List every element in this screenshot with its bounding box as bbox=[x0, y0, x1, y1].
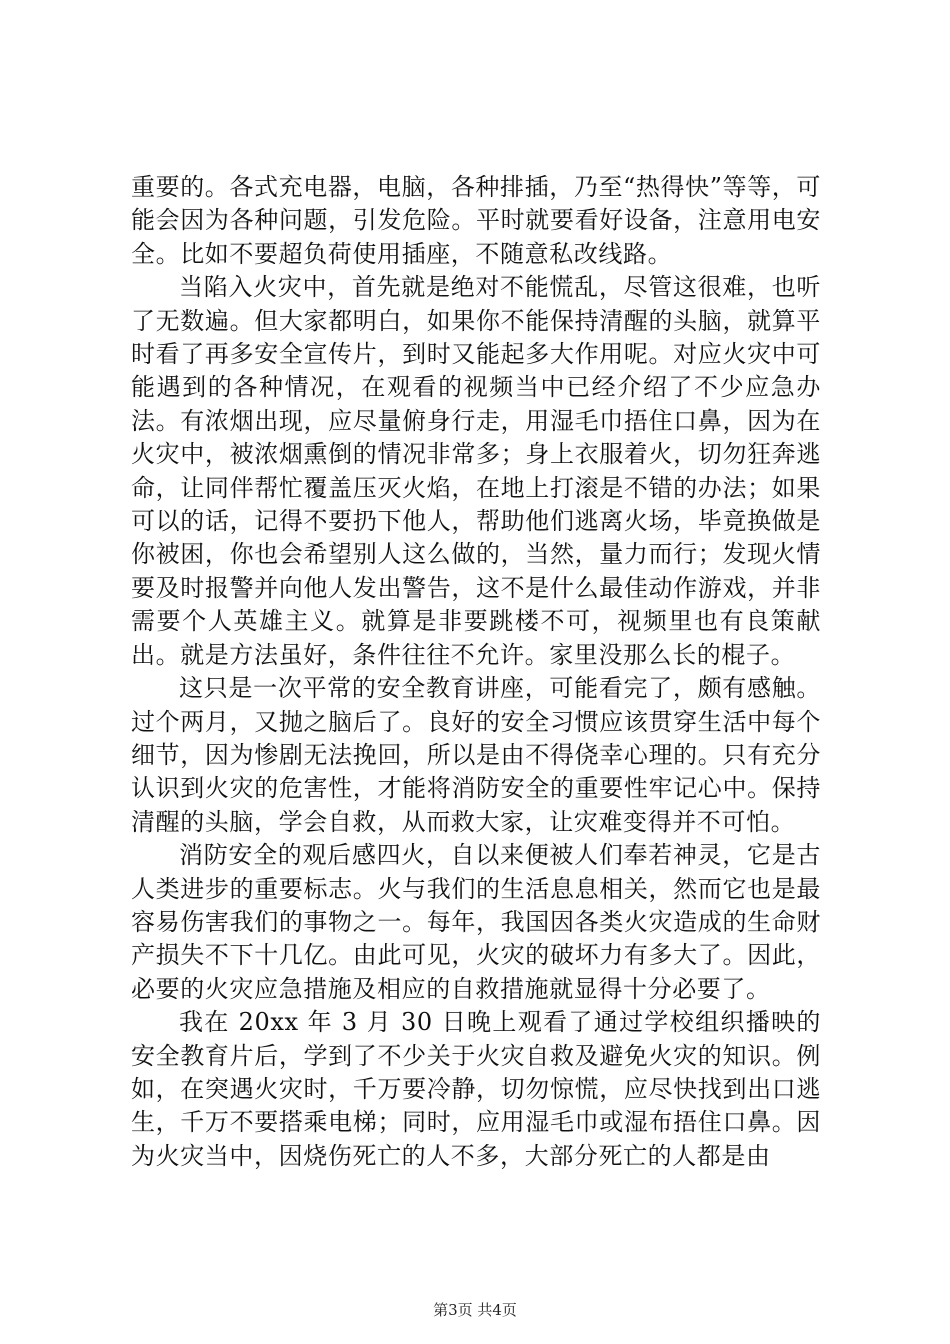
page-footer: 第3页 共4页 bbox=[433, 1301, 517, 1319]
paragraph-essay-four-intro: 消防安全的观后感四火，自以来便被人们奉若神灵，它是古人类进步的重要标志。火与我们的生活息息相关，然而它也是最容易伤害我们的事物之一。每年，我国因各类火灾造成的生命财产损失不下十几亿。由此可见，火灾的破坏力有多大了。因此，必要的火灾应急措施及相应的自救措施就显得十分必要了。 bbox=[131, 841, 821, 1003]
document-body bbox=[131, 171, 821, 1173]
paragraph-safety-lecture: 这只是一次平常的安全教育讲座，可能看完了，颇有感触。过个两月，又抛之脑后了。良好的安全习惯应该贯穿生活中每个细节，因为惨剧无法挽回，所以是由不得侥幸心理的。只有充分认识到火灾的危害性，才能将消防安全的重要性牢记心中。保持清醒的头脑，学会自救，从而救大家，让灾难变得并不可怕。 bbox=[131, 674, 821, 836]
paragraph-continued: 重要的。各式充电器，电脑，各种排插，乃至“热得快”等等，可能会因为各种问题，引发危险。平时就要看好设备，注意用电安全。比如不要超负荷使用插座，不随意私改线路。 bbox=[131, 173, 821, 268]
paragraph-essay-four-body: 我在 20xx 年 3 月 30 日晚上观看了通过学校组织播映的安全教育片后，学到了不少关于火灾自救及避免火灾的知识。例如，在突遇火灾时，千万要冷静，切勿惊慌，应尽快找到出口逃生，千万不要搭乘电梯；同时，应用湿毛巾或湿布捂住口鼻。因为火灾当中，因烧伤死亡的人不多，大部分死亡的人都是由 bbox=[131, 1008, 821, 1170]
paragraph-fire-escape: 当陷入火灾中，首先就是绝对不能慌乱，尽管这很难，也听了无数遍。但大家都明白，如果你不能保持清醒的头脑，就算平时看了再多安全宣传片，到时又能起多大作用呢。对应火灾中可能遇到的各种情况，在观看的视频当中已经介绍了不少应急办法。有浓烟出现，应尽量俯身行走，用湿毛巾捂住口鼻，因为在火灾中，被浓烟熏倒的情况非常多；身上衣服着火，切勿狂奔逃命，让同伴帮忙覆盖压灭火焰，在地上打滚是不错的办法；如果可以的话，记得不要扔下他人，帮助他们逃离火场，毕竟换做是你被困，你也会希望别人这么做的，当然，量力而行；发现火情要及时报警并向他人发出警告，这不是什么最佳动作游戏，并非需要个人英雄主义。就算是非要跳楼不可，视频里也有良策献出。就是方法虽好，条件往往不允许。家里没那么长的棍子。 bbox=[131, 273, 821, 669]
